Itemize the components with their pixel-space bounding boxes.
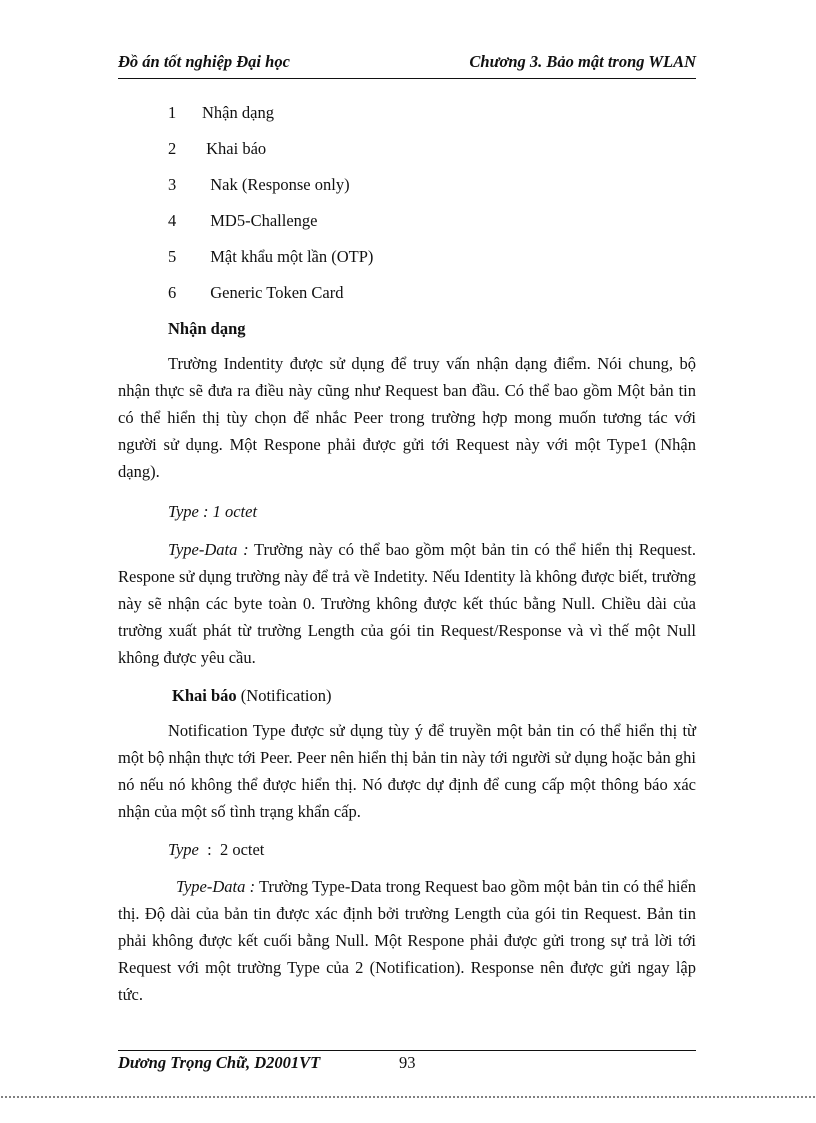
type-list: [168, 100, 373, 316]
list-label: MD5-Challenge: [202, 211, 318, 230]
typedata-label: Type-Data :: [176, 877, 256, 896]
paragraph-identity: [118, 350, 696, 485]
list-label: Khai báo: [202, 139, 267, 158]
heading-bold: Khai báo: [172, 686, 237, 705]
paragraph-typedata-notification: [118, 873, 696, 1008]
page-footer: [118, 1050, 696, 1081]
type-line-identity: Type : 1 octet: [168, 502, 258, 521]
page-number: 93: [399, 1053, 416, 1072]
paragraph-text: Trường Indentity được sử dụng để truy vấn nhận dạng điểm. Nói chung, bộ nhận thực sẽ đưa ra điều này cũng như Request ban đầu. Có thể bao gồm Một bản tin có thể hiển thị tùy chọn để nhắc Peer trong trường hợp mong muốn tương tác với người sử dụng. Một Respone phải được gửi tới Request này với một Type1 (Nhận dạng).: [118, 354, 696, 481]
list-item: [168, 208, 373, 244]
type-value: : 2 octet: [198, 840, 265, 859]
list-item: [168, 136, 373, 172]
type-label: Type: [168, 840, 199, 859]
header-title-left: Đồ án tốt nghiệp Đại học: [118, 52, 290, 71]
list-label: Nhận dạng: [202, 103, 274, 122]
list-item: [168, 100, 373, 136]
typedata-label: Type-Data :: [168, 540, 249, 559]
dotted-separator: [0, 1096, 816, 1098]
list-number: 3: [168, 175, 177, 194]
list-number: 4: [168, 211, 177, 230]
paragraph-text: Notification Type được sử dụng tùy ý để truyền một bản tin có thể hiển thị từ một bộ nhận thực tới Peer. Peer nên hiển thị bản tin này tới người sử dụng hoặc bản ghi nó nếu nó không thể được hiển thị. Nó được dự định để cung cấp một thông báo xác nhận của một số tình trạng khẩn cấp.: [118, 721, 696, 821]
list-item: [168, 280, 373, 316]
paragraph-typedata-identity: [118, 536, 696, 671]
list-label: Nak (Response only): [202, 175, 350, 194]
paragraph-notification: [118, 717, 696, 825]
paragraph-text: Trường Type-Data trong Request bao gồm một bản tin có thể hiển thị. Độ dài của bản tin được xác định bởi trường Length của gói tin Request. Bản tin phải không được kết cuối bằng Null. Một Respone phải được gửi trong sự trả lời tới Request với một trường Type của 2 (Notification). Response nên được gửi ngay lập tức.: [118, 877, 696, 1004]
type-line-notification: [168, 837, 264, 863]
list-number: 1: [168, 103, 177, 122]
list-number: 6: [168, 283, 177, 302]
section-heading-identity: Nhận dạng: [168, 319, 246, 338]
page-header: [118, 50, 696, 79]
list-number: 2: [168, 139, 177, 158]
footer-author: Dương Trọng Chữ, D2001VT: [118, 1053, 321, 1072]
list-item: [168, 172, 373, 208]
list-label: Generic Token Card: [202, 283, 344, 302]
list-number: 5: [168, 247, 177, 266]
heading-rest: (Notification): [236, 686, 332, 705]
section-heading-notification: [172, 683, 332, 709]
list-label: Mật khẩu một lần (OTP): [202, 247, 374, 266]
header-title-right: Chương 3. Bảo mật trong WLAN: [469, 52, 696, 71]
paragraph-text: Trường này có thể bao gồm một bản tin có thể hiển thị Request. Respone sử dụng trường này để trả về Indetity. Nếu Identity là không được biết, trường này sẽ nhận các byte toàn 0. Trường không được kết thúc bằng Null. Chiều dài của trường xuất phát từ trường Length của gói tin Request/Response và vì thế một Null không được yêu cầu.: [118, 540, 696, 667]
list-item: [168, 244, 373, 280]
